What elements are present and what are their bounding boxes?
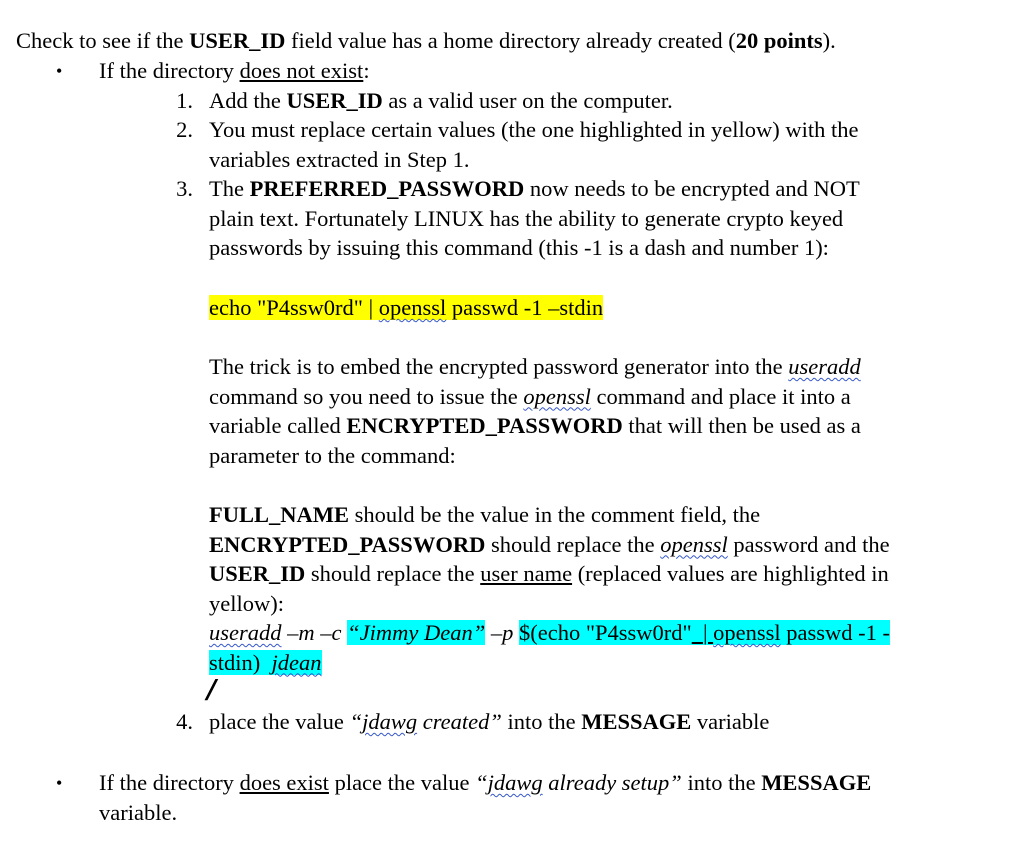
item-number: 1. [176,88,193,113]
item-text: (replaced values are highlighted in [572,561,889,586]
item-number: 2. [176,117,193,142]
useradd-command [209,618,998,648]
item-text: place the value [209,709,350,734]
bullet-text: : [363,58,370,83]
bullet-text: If the directory [99,770,240,795]
item-text: variable [691,709,770,734]
quote-mark: “ [475,770,488,795]
bullet-not-exist [99,56,1004,86]
quoted-text: created” [417,709,502,734]
bullet-text: into the [681,770,762,795]
fullname-paragraph [209,500,998,677]
item-text: password and the [727,531,890,557]
user-id-field: USER_ID [189,28,286,53]
cyan-highlight-space [260,650,271,675]
bold-term: USER_ID [209,561,306,586]
item-text: The [209,176,250,201]
command-text: | [702,620,714,645]
cyan-highlight-name: “Jimmy Dean” [347,620,486,645]
bullet-line: variable. [99,799,178,825]
item-line [209,174,998,204]
item-number: 3. [176,176,193,201]
useradd-command-cont [209,648,998,678]
item-text: Add the [209,88,287,113]
intro-text: Check to see if the [16,28,190,53]
item-line: yellow): [209,590,284,616]
item-text: The trick is to embed the encrypted password generator into the [209,354,789,379]
item-line [209,411,998,441]
cyan-highlight-user: jdean [271,649,322,675]
item-line [209,500,998,530]
spellcheck-word: openssl [523,383,591,409]
bold-term: PREFERRED_PASSWORD [249,176,525,201]
quote-mark: “ [349,709,363,734]
item-line [209,559,998,589]
bold-term: USER_ID [286,88,383,113]
cyan-highlight-subshell [519,620,890,645]
item-text: now needs to be encrypted and NOT [524,176,860,201]
intro-paragraph [16,26,836,56]
command-flags: –m –c [281,620,348,645]
bullet-does-exist [99,768,1004,827]
bold-term: MESSAGE [761,770,872,795]
item-text: command so you need to issue the [209,383,524,409]
bullet-text: If the directory [99,58,240,83]
item-text: variable called [209,413,347,438]
item-line [209,352,998,382]
underlined-text: does exist [239,770,329,795]
command-text: $(echo "P4ssw0rd" [518,620,692,645]
bold-term: ENCRYPTED_PASSWORD [209,531,486,557]
item-text: should be the value in the comment field, the [349,502,761,527]
spellcheck-word: useradd [788,354,861,379]
spellcheck-word: openssl [660,531,728,557]
bold-term: FULL_NAME [209,502,349,527]
item-number: 4. [176,709,193,734]
item-1 [209,86,998,116]
text-cursor-icon: / [207,675,217,705]
item-line: passwords by issuing this command (this -1 is a dash and number 1): [209,235,829,260]
item-text: should replace the [485,531,661,557]
item-text: that will then be used as a [622,413,861,438]
yellow-highlight [209,295,603,320]
command-text: echo "P4ssw0rd" | [209,295,379,320]
intro-text: ). [822,28,836,53]
bullet-line [99,768,1004,798]
item-line [209,530,998,560]
item-text: should replace the [305,561,481,586]
spellcheck-word: openssl [713,620,781,645]
command-text [692,620,703,645]
item-3 [209,174,998,263]
spellcheck-word: jdawg [487,770,543,795]
item-4 [209,707,998,737]
points-label: 20 points [735,28,823,53]
underlined-text: does not exist [239,58,364,83]
cyan-highlight-stdin: stdin) [209,649,261,675]
item-text: into the [501,709,582,734]
command-flags: –p [485,620,519,645]
item-line: variables extracted in Step 1. [209,146,470,172]
item-line: plain text. Fortunately LINUX has the ability to generate crypto keyed [209,205,844,231]
openssl-command [209,293,998,323]
bullet-text: place the value [328,770,476,795]
underlined-text: user name [480,561,573,586]
bold-term: ENCRYPTED_PASSWORD [346,413,623,438]
trick-paragraph [209,352,998,470]
item-text: as a valid user on the computer. [382,88,673,113]
command-text: passwd -1 –stdin [446,295,604,320]
bullet-icon: • [56,773,63,793]
bold-term: MESSAGE [581,709,692,734]
item-line: You must replace certain values (the one highlighted in yellow) with the [209,117,859,142]
spellcheck-word: openssl [378,295,447,320]
item-text: command and place it into a [590,383,851,409]
item-line [209,382,998,412]
spellcheck-word: jdawg [362,709,418,734]
item-line: parameter to the command: [209,442,456,468]
intro-text: field value has a home directory already created ( [285,28,736,53]
bullet-icon: • [56,61,63,81]
item-2 [209,115,998,174]
spellcheck-word: useradd [209,620,282,645]
quoted-text: already setup” [542,770,682,795]
command-text: passwd -1 - [780,620,890,645]
